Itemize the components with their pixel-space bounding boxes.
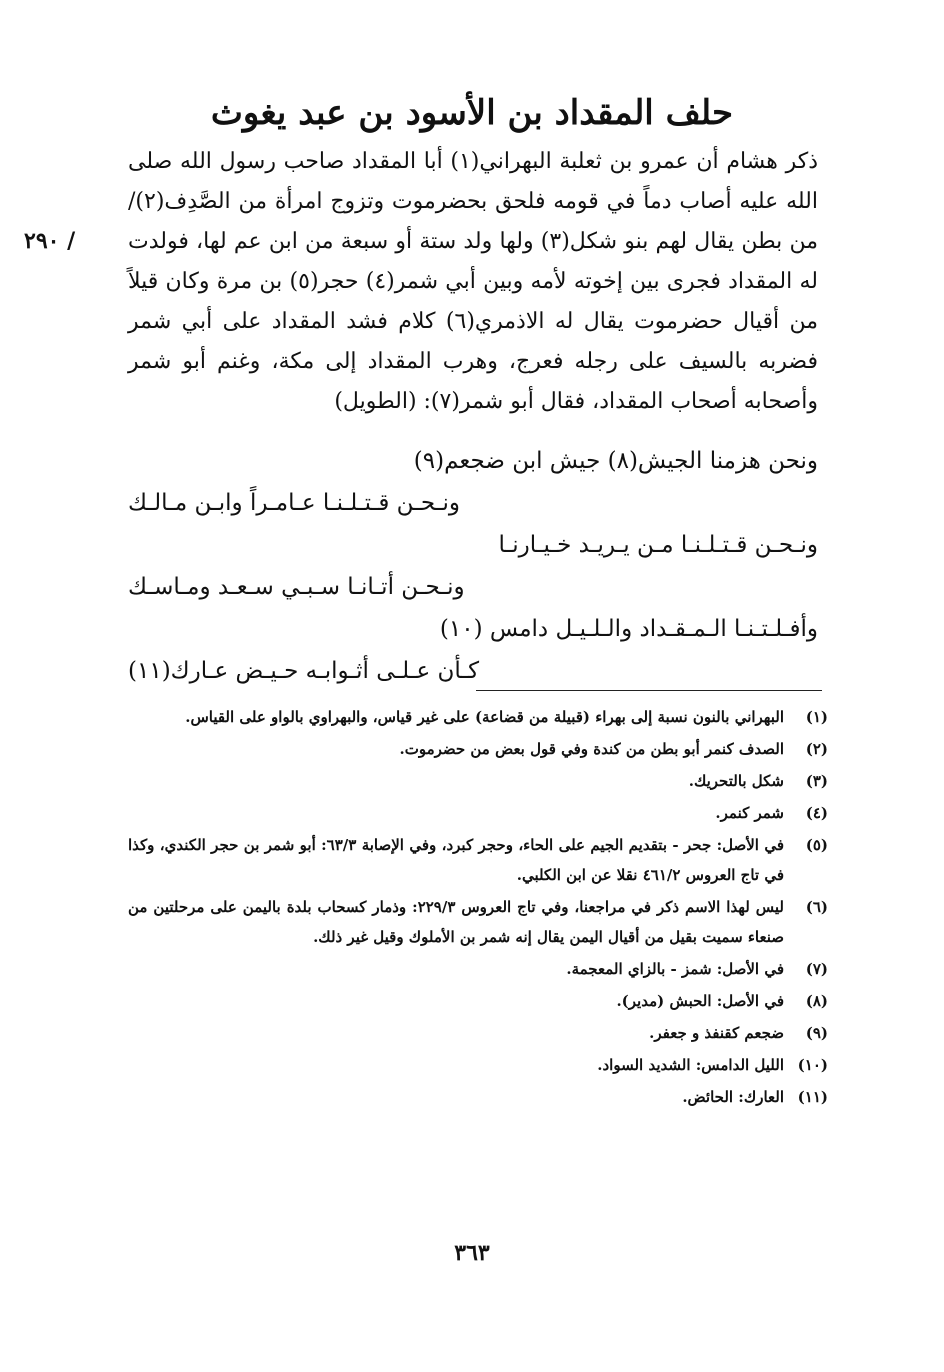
footnote [128, 892, 828, 952]
footnote-text: ليس لهذا الاسم ذكر في مراجعنا، وفي تاج العروس ٢٢٩/٣: وذمار كسحاب بلدة باليمن على مرحلتين من صنعاء سميت بقيل من أقيال اليمن يقال إنه شمر بن الأملوك وقيل غير ذلك. [128, 898, 784, 946]
footnote-number: (٣) [805, 772, 828, 790]
page-number: ٣٦٣ [454, 1240, 490, 1266]
footnote [128, 1082, 828, 1112]
footnote-number: (٩) [805, 1024, 828, 1042]
poem-verse-3: ونـحـن قـتـلـنـا مـن يـريـد خـيـارنـا [498, 532, 818, 558]
footnote-text: في الأصل: شمز - بالزاي المعجمة. [566, 960, 784, 978]
footnote-divider [476, 690, 822, 691]
poem-verse-1: ونحن هزمنا الجيش(٨) جيش ابن ضجعم(٩) [413, 448, 818, 474]
poem-verse-5: وأفـلـتـنـا الـمـقـداد والـلـيـل دامس (١٠) [439, 616, 818, 642]
body-paragraph [128, 142, 818, 422]
footnote-number: (٤) [805, 804, 828, 822]
footnote [128, 986, 828, 1016]
footnote-text: شمر كنمر. [715, 804, 784, 822]
poem [128, 440, 818, 692]
poem-verse-2: ونـحـن قـتـلـنـا عـامـراً وابـن مـالـك [128, 490, 460, 516]
footnote-number: (٦) [805, 898, 828, 916]
footnote-text: العارك: الحائض. [682, 1088, 784, 1106]
footnote-number: (١) [805, 708, 828, 726]
footnote [128, 798, 828, 828]
side-reference: ٢٩٠ / [24, 228, 76, 254]
footnote-text: الليل الدامس: الشديد السواد. [597, 1056, 784, 1074]
footnote [128, 734, 828, 764]
footnotes [128, 702, 828, 1114]
poem-verse-4: ونـحـن أتـانـا سـبـي سـعـد ومـاسـك [128, 574, 465, 600]
footnote-number: (٧) [805, 960, 828, 978]
footnote-number: (١٠) [797, 1056, 828, 1074]
footnote-number: (٨) [805, 992, 828, 1010]
body-text: ذكر هشام أن عمرو بن ثعلبة البهراني(١) أبا المقداد صاحب رسول الله صلى الله عليه أصاب دماً في قومه فلحق بحضرموت وتزوج امرأة من الصَّدِف(٢)/من بطن يقال لهم بنو شكل(٣) ولها ولد ستة أو سبعة من ابن عم لها، فولدت له المقداد فجرى بين إخوته لأمه وبين أبي شمر(٤) حجر(٥) بن مرة وكان قيلاً من أقيال حضرموت يقال له الاذمري(٦) كلام فشد المقداد على أبي شمر فضربه بالسيف على رجله فعرج، وهرب المقداد إلى مكة، وغنم أبو شمر وأصحابه أصحاب المقداد، فقال أبو شمر(٧): (الطويل) [128, 149, 819, 414]
footnote-number: (٢) [805, 740, 828, 758]
footnote-text: الصدف كنمر أبو بطن من كندة وفي قول بعض من حضرموت. [399, 740, 784, 758]
footnote-text: في الأصل: جحر - بتقديم الجيم على الحاء، وحجر كبرد، وفي الإصابة ٦٣/٣: أبو شمر بن حجر الكندي، وكذا في تاج العروس ٤٦١/٢ نقلا عن ابن الكلبي. [128, 836, 785, 884]
page-title: حلف المقداد بن الأسود بن عبد يغوث [210, 93, 734, 133]
poem-verse-6: كـأن عـلـى أثـوابـه حـيـض عـارك(١١) [128, 658, 480, 684]
footnote-number: (٥) [805, 836, 828, 854]
footnote [128, 766, 828, 796]
footnote-text: ضجعم كقنفذ و جعفر. [649, 1024, 784, 1042]
footnote [128, 702, 828, 732]
footnote-number: (١١) [797, 1088, 828, 1106]
footnote-text: شكل بالتحريك. [688, 772, 784, 790]
footnote [128, 1018, 828, 1048]
footnote-text: في الأصل: الحبش (مدير). [616, 992, 784, 1010]
footnote [128, 1050, 828, 1080]
footnote-text: البهراني بالنون نسبة إلى بهراء (قبيلة من قضاعة) على غير قياس، والبهراوي بالواو على القياس. [185, 708, 784, 726]
footnote [128, 954, 828, 984]
footnote [128, 830, 828, 890]
